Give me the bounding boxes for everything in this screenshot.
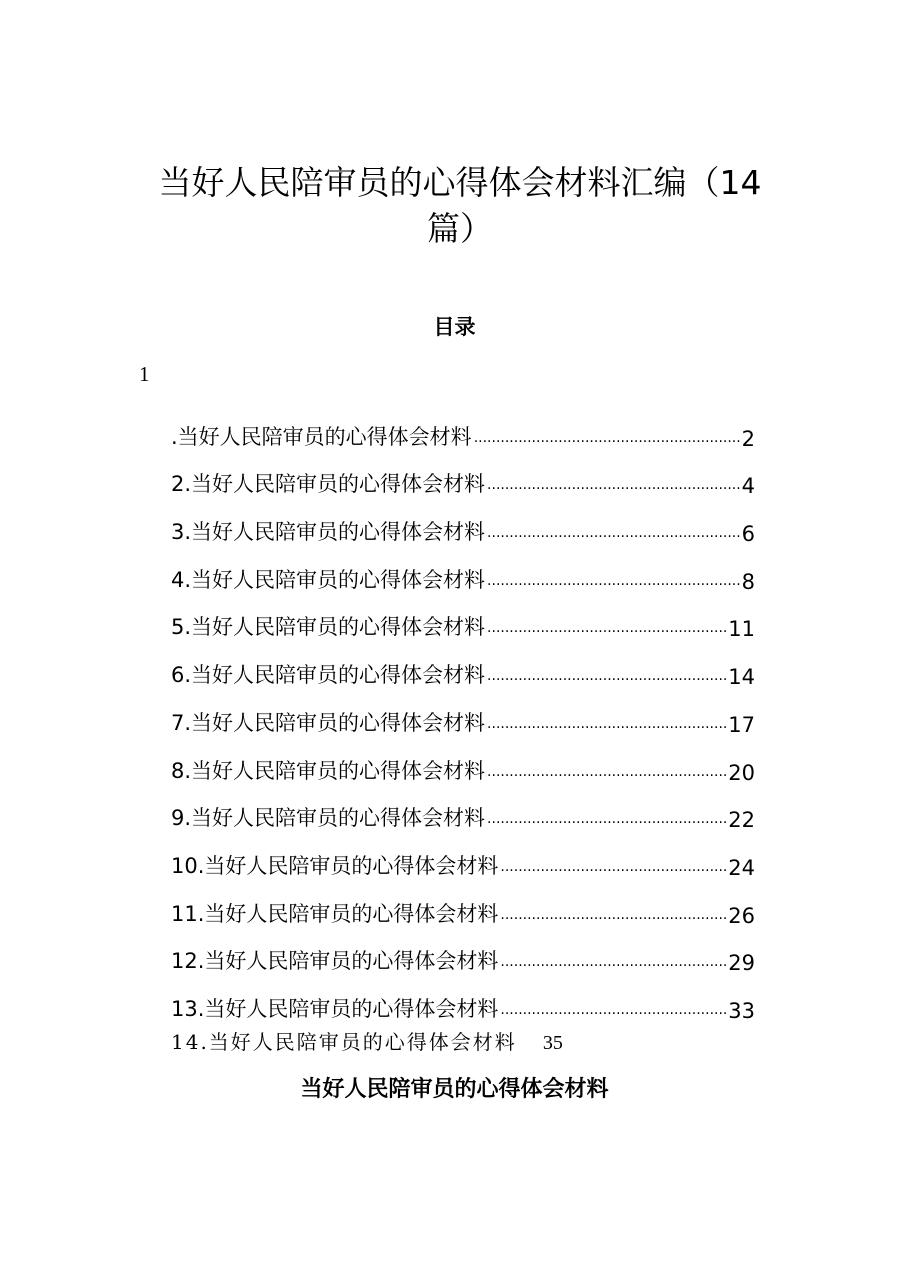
toc-row-10[interactable] — [171, 832, 755, 880]
toc-row-page: 2 — [741, 426, 755, 451]
toc-row-page: 26 — [728, 903, 755, 928]
toc-row-page: 17 — [728, 712, 755, 737]
toc-row-page: 24 — [728, 855, 755, 880]
toc-row-page: 29 — [728, 951, 755, 976]
toc-leader-dots — [487, 620, 726, 636]
toc-row-9[interactable] — [171, 785, 755, 833]
toc-row-5[interactable] — [171, 594, 755, 642]
toc-leader-dots — [474, 430, 740, 446]
toc-row-page: 14 — [728, 665, 755, 690]
toc-row-label: 11.当好人民陪审员的心得体会材料 — [171, 901, 499, 926]
toc-leader-dots — [487, 525, 740, 541]
toc-row-13[interactable] — [171, 975, 755, 1023]
toc-leader-dots — [500, 1002, 726, 1018]
toc-row-page: 33 — [728, 998, 755, 1023]
toc-row-page: 6 — [741, 522, 755, 547]
toc-row-label: 9.当好人民陪审员的心得体会材料 — [171, 806, 486, 831]
toc-row-page: 35 — [542, 1032, 563, 1054]
toc-row-8[interactable] — [171, 737, 755, 785]
toc-leader-dots — [500, 954, 726, 970]
toc-row-label: 6.当好人民陪审员的心得体会材料 — [171, 663, 486, 688]
toc-row-label: 13.当好人民陪审员的心得体会材料 — [171, 996, 499, 1021]
toc-leader-dots — [487, 668, 726, 684]
toc-row-7[interactable] — [171, 689, 755, 737]
toc-leader-dots — [487, 573, 740, 589]
toc-row-14[interactable] — [171, 1026, 563, 1055]
toc-leader-dots — [500, 859, 726, 875]
toc-heading: 目录 — [433, 314, 476, 339]
stray-number: 1 — [139, 362, 150, 386]
toc-row-12[interactable] — [171, 928, 755, 976]
toc-row-3[interactable] — [171, 498, 755, 546]
toc-leader-dots — [487, 811, 726, 827]
toc-row-label: 10.当好人民陪审员的心得体会材料 — [171, 853, 499, 878]
toc-row-11[interactable] — [171, 880, 755, 928]
toc-leader-dots — [500, 907, 726, 923]
section-title: 当好人民陪审员的心得体会材料 — [300, 1076, 609, 1102]
toc-leader-dots — [487, 764, 726, 780]
toc-row-1[interactable] — [171, 403, 755, 451]
table-of-contents — [171, 403, 755, 1023]
toc-row-6[interactable] — [171, 641, 755, 689]
toc-row-label: 3.当好人民陪审员的心得体会材料 — [171, 520, 486, 545]
toc-row-label: .当好人民陪审员的心得体会材料 — [171, 424, 472, 449]
toc-row-label: 8.当好人民陪审员的心得体会材料 — [171, 758, 486, 783]
toc-row-label: 2.当好人民陪审员的心得体会材料 — [171, 472, 486, 497]
toc-row-4[interactable] — [171, 546, 755, 594]
toc-row-label: 12.当好人民陪审员的心得体会材料 — [171, 949, 499, 974]
toc-row-label: 14.当好人民陪审员的心得体会材料 — [171, 1030, 517, 1054]
toc-row-label: 4.当好人民陪审员的心得体会材料 — [171, 567, 486, 592]
toc-row-2[interactable] — [171, 451, 755, 499]
toc-row-page: 8 — [741, 569, 755, 594]
toc-leader-dots — [487, 477, 740, 493]
toc-row-page: 4 — [741, 474, 755, 499]
toc-row-label: 7.当好人民陪审员的心得体会材料 — [171, 710, 486, 735]
toc-row-page: 11 — [728, 617, 755, 642]
document-title: 当好人民陪审员的心得体会材料汇编（14篇） — [158, 163, 762, 248]
toc-leader-dots — [487, 716, 726, 732]
toc-row-page: 20 — [728, 760, 755, 785]
toc-row-page: 22 — [728, 808, 755, 833]
toc-row-label: 5.当好人民陪审员的心得体会材料 — [171, 615, 486, 640]
